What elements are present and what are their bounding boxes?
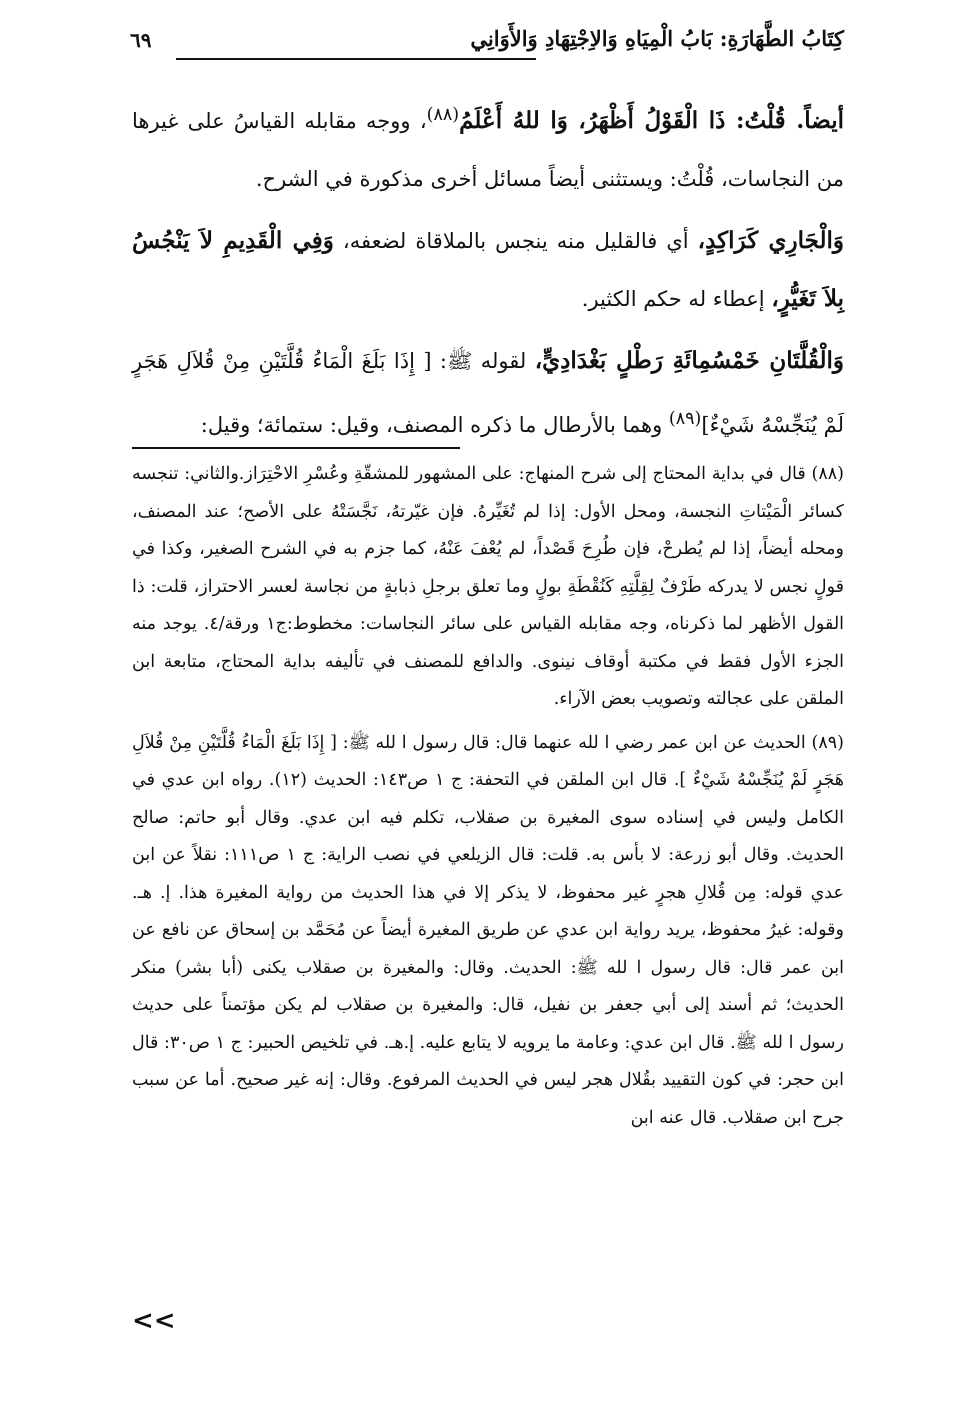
commentary-text: ، ووجه مقابله القياسُ على غيرها من النجاسات، قُلْتُ: ويستثنى أيضاً مسائل أخرى مذكورة في الشرح.	[132, 109, 844, 191]
footnote-separator	[132, 447, 460, 449]
footnote-number: (٨٨)	[811, 464, 844, 484]
footnote-number: (٨٩)	[811, 732, 844, 753]
commentary-text: إعطاء له حكم الكثير.	[581, 287, 772, 311]
paragraph-3	[132, 332, 844, 454]
footnote-text: الحديث عن ابن عمر رضي ا لله عنهما قال: قال رسول ا لله ﷺ: [ إِذَا بَلَغَ الْمَاءُ قُلَّتَيْنِ مِنْ قُلاَلِ هَجَرٍ لَمْ يُنَجِّسْهُ شَيْءٌ ]. قال ابن الملقن في التحفة: ج ١ ص١٤٣: الحديث (١٢). رواه ابن عدي في الكامل وليس في إسناده سوى المغيرة بن صقلاب، تكلم فيه ابن عدي. وقال أبو حاتم: صالح الحديث. وقال أبو زرعة: لا بأس به. قلت: قال الزيلعي في نصب الراية: ج ١ ص١١١: نقلاً عن ابن عدي قوله: مِن قُلالِ هجرٍ غير محفوظ، لا يذكر إلا في هذا الحديث من رواية المغيرة هذا. إ. هـ. وقوله: غيرُ محفوظ، يريد رواية ابن عدي عن طريق المغيرة أيضاً عن مُحَمَّد بن إسحاق عن نافع عن ابن عمر قال: قال رسول ا لله ﷺ: الحديث. وقال: والمغيرة بن صقلاب يكنى (أبا بشر) منكر الحديث؛ ثم أسند إلى أبي جعفر بن نفيل، قال: والمغيرة بن صقلاب لم يكن مؤتمناً على حديث رسول ا لله ﷺ. قال ابن عدي: وعامة ما يرويه لا يتابع عليه. إ.هـ. في تلخيص الحبير: ج ١ ص٣٠: قال ابن حجر: في كون التقييد بقُلال هجر ليس في الحديث المرفوع. وقال: إنه غير صحيح. أما عن سبب جرح ابن صقلاب. قال عنه ابن	[132, 732, 844, 1128]
footnote-89	[132, 725, 844, 1138]
matn-text: وَالْقُلَّتَانِ خَمْسُمِائَةِ رَطْلٍ بَغْدَادِيٍّ،	[534, 347, 844, 374]
matn-text: أيضاً. قُلْتُ: ذَا الْقَوْلُ أَظْهَرُ، وَا للهُ أَعْلَمُ	[459, 107, 844, 134]
matn-text: وَالْجَارِي كَرَاكِدٍ،	[697, 227, 845, 254]
page-number: ٦٩	[130, 28, 152, 52]
footnote-ref-89: (٨٩)	[668, 409, 702, 429]
commentary-text: لقوله ﷺ: [ إِذَا بَلَغَ الْمَاءُ قُلَّتَيْنِ مِنْ قُلاَلِ هَجَرٍ لَمْ يُنَجِّسْهُ شَيْءٌ]	[132, 349, 844, 437]
matn-text: وَفِي الْقَدِيمِ لاَ يَنْجُسُ بِلاَ تَغَيُّرٍ،	[132, 227, 844, 312]
footnote-88	[132, 456, 844, 719]
commentary-text: أي فالقليل منه ينجس بالملاقاة لضعفه،	[333, 229, 698, 253]
chapter-title: كِتَابُ الطَّهَارَةِ: بَابُ الْمِيَاهِ وَالاِجْتِهَادِ وَالأَوَانِي	[470, 26, 844, 51]
footnote-ref-88: (٨٨)	[426, 105, 460, 125]
paragraph-1	[132, 86, 844, 208]
paragraph-2	[132, 212, 844, 328]
footnote-text: قال في بداية المحتاج إلى شرح المنهاج: على المشهور للمشقّةِ وعُسْرِ الاحْتِرَاز.والثاني: تنجسه كسائر الْمَيْتاتِ النجسة، ومحل الأول: إذا لم تُغَيِّرهُ. فإن غيّرتهُ، نَجَّسَتْهُ على الأصح؛ عند المصنف، ومحله أيضاً، إذا لم يُطرحْ، فإن طُرِحَ قَصْداً، لم يُعْفَ عَنْهُ، كما جزم به في الشرح الصغير، وكذا في قولٍ نجس لا يدركه طَرْفٌ لِقِلَّتِهِ كَنُقْطَةِ بولٍ وما تعلق برجلِ ذبابةٍ من نجاسة لعسر الاحتراز، قلت: ذا القول الأظهر لما ذكرناه، وجه مقابله القياس على سائر النجاسات: مخطوط:ج١ ورقة/٤. يوجد منه الجزء الأول فقط في مكتبة أوقاف نينوى. والدافع للمصنف في تأليفه بداية المحتاج، متابعة ابن الملقن على عجالته وتصويب بعض الآراء.	[132, 464, 845, 709]
header-rule	[176, 58, 536, 60]
commentary-text: وهما بالأرطال ما ذكره المصنف، وقيل: ستمائة؛ وقيل:	[200, 413, 669, 437]
main-text	[132, 86, 844, 456]
continuation-mark: <<	[132, 1306, 176, 1336]
running-header	[130, 22, 844, 62]
footnotes	[132, 456, 844, 1143]
